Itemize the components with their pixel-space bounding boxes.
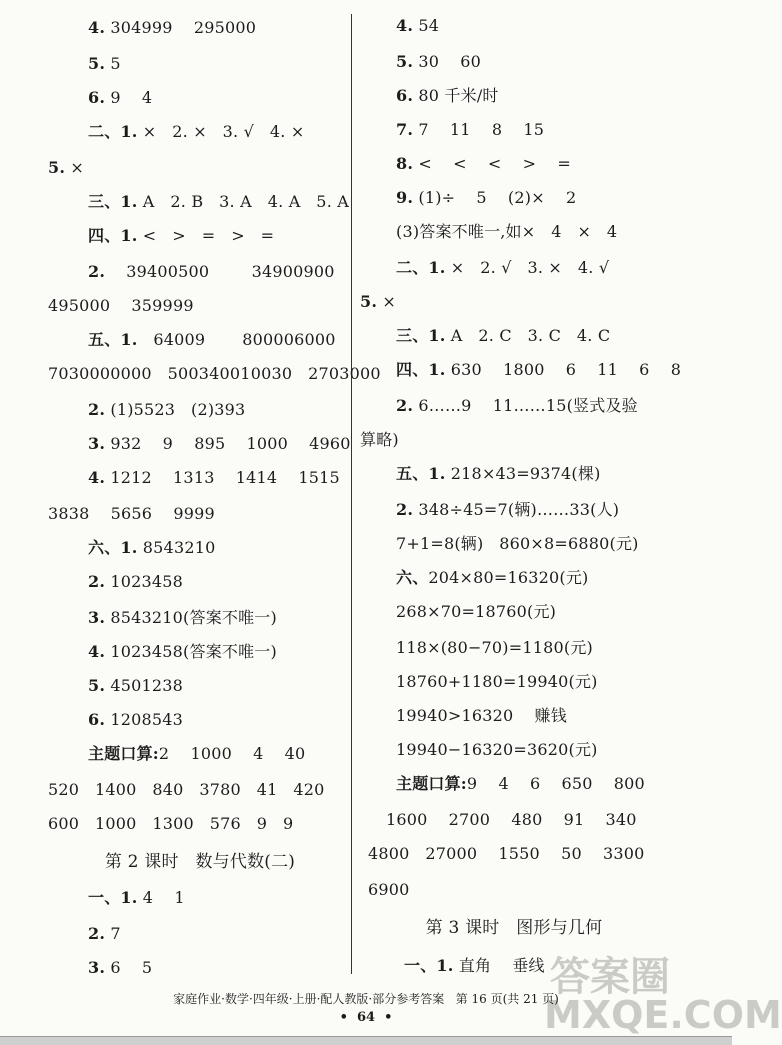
answer-line: 三、1. A 2. C 3. C 4. C [396, 326, 611, 345]
page-number: • 64 • [339, 1010, 393, 1025]
answer-line: 4800 27000 1550 50 3300 [368, 844, 645, 863]
answer-line: 4. 54 [396, 16, 440, 35]
answer-line: 六、1. 8543210 [88, 538, 216, 557]
answer-line: 四、1. < > = > = [88, 226, 275, 245]
answer-line: 18760+1180=19940(元) [396, 672, 598, 691]
answer-line: 2. (1)5523 (2)393 [88, 400, 246, 419]
answer-line: 5. × [48, 158, 85, 177]
answer-line: 6. 80 千米/时 [396, 86, 499, 105]
answer-line: 五、1. 218×43=9374(棵) [396, 464, 601, 483]
answer-line: 主题口算:9 4 6 650 800 [396, 774, 645, 793]
answer-line: 19940>16320 赚钱 [396, 706, 567, 725]
answer-line: 2. 1023458 [88, 572, 184, 591]
answer-line: 6. 1208543 [88, 710, 184, 729]
answer-line: 3. 8543210(答案不唯一) [88, 608, 277, 627]
answer-line: 9. (1)÷ 5 (2)× 2 [396, 188, 577, 207]
answer-line: 268×70=18760(元) [396, 602, 557, 621]
section-heading: 第 2 课时 数与代数(二) [104, 852, 296, 872]
answer-line: 二、1. × 2. × 3. √ 4. × [88, 122, 305, 141]
answer-line: 算略) [360, 430, 399, 449]
answer-line: 5. 5 [88, 54, 121, 73]
answer-line: (3)答案不唯一,如× 4 × 4 [396, 222, 618, 241]
answer-line: 五、1. 64009 800006000 [88, 330, 336, 349]
answer-line: 8. < < < > = [396, 154, 572, 173]
answer-line: 一、1. 4 1 [88, 888, 185, 907]
answer-line: 二、1. × 2. √ 3. × 4. √ [396, 258, 610, 277]
answer-line: 2. 39400500 34900900 [88, 262, 335, 281]
answer-line: 7+1=8(辆) 860×8=6880(元) [396, 534, 639, 553]
answer-line: 495000 359999 [48, 296, 194, 315]
answer-line: 3. 932 9 895 1000 4960 [88, 434, 351, 453]
answer-line: 主题口算:2 1000 4 40 [88, 744, 306, 763]
answer-line: 600 1000 1300 576 9 9 [48, 814, 294, 833]
answer-line: 3838 5656 9999 [48, 504, 215, 523]
answer-line: 4. 1212 1313 1414 1515 [88, 468, 340, 487]
watermark-text: 答案圈 [550, 954, 670, 1000]
answer-line: 6. 9 4 [88, 88, 153, 107]
answer-line: 2. 348÷45=7(辆)……33(人) [396, 500, 620, 519]
answer-line: 7. 7 11 8 15 [396, 120, 545, 139]
answer-line: 5. 4501238 [88, 676, 184, 695]
answer-line: 520 1400 840 3780 41 420 [48, 780, 325, 799]
answer-line: 4. 304999 295000 [88, 18, 257, 37]
answer-line: 3. 6 5 [88, 958, 153, 977]
page-footer: 家庭作业·数学·四年级·上册·配人教版·部分参考答案 第 16 页(共 21 页) [173, 992, 559, 1006]
answer-line: 2. 6……9 11……15(竖式及验 [396, 396, 638, 415]
answer-line: 一、1. 直角 垂线 [404, 956, 545, 975]
column-divider [351, 14, 352, 974]
answer-line: 四、1. 630 1800 6 11 6 8 [396, 360, 682, 379]
answer-line: 118×(80−70)=1180(元) [396, 638, 593, 657]
answer-line: 1600 2700 480 91 340 [386, 810, 637, 829]
watermark-url: MXQE.COM [544, 993, 782, 1037]
answer-line: 三、1. A 2. B 3. A 4. A 5. A [88, 192, 350, 211]
section-heading: 第 3 课时 图形与几何 [425, 918, 603, 938]
answer-line: 7030000000 500340010030 2703000 [48, 364, 381, 383]
answer-line: 2. 7 [88, 924, 121, 943]
answer-line: 4. 1023458(答案不唯一) [88, 642, 277, 661]
answer-line: 6900 [368, 880, 410, 899]
answer-line: 19940−16320=3620(元) [396, 740, 598, 759]
answer-line: 5. 30 60 [396, 52, 482, 71]
watermark-logo [540, 945, 782, 1040]
answer-line: 5. × [360, 292, 397, 311]
answer-line: 六、204×80=16320(元) [396, 568, 589, 587]
